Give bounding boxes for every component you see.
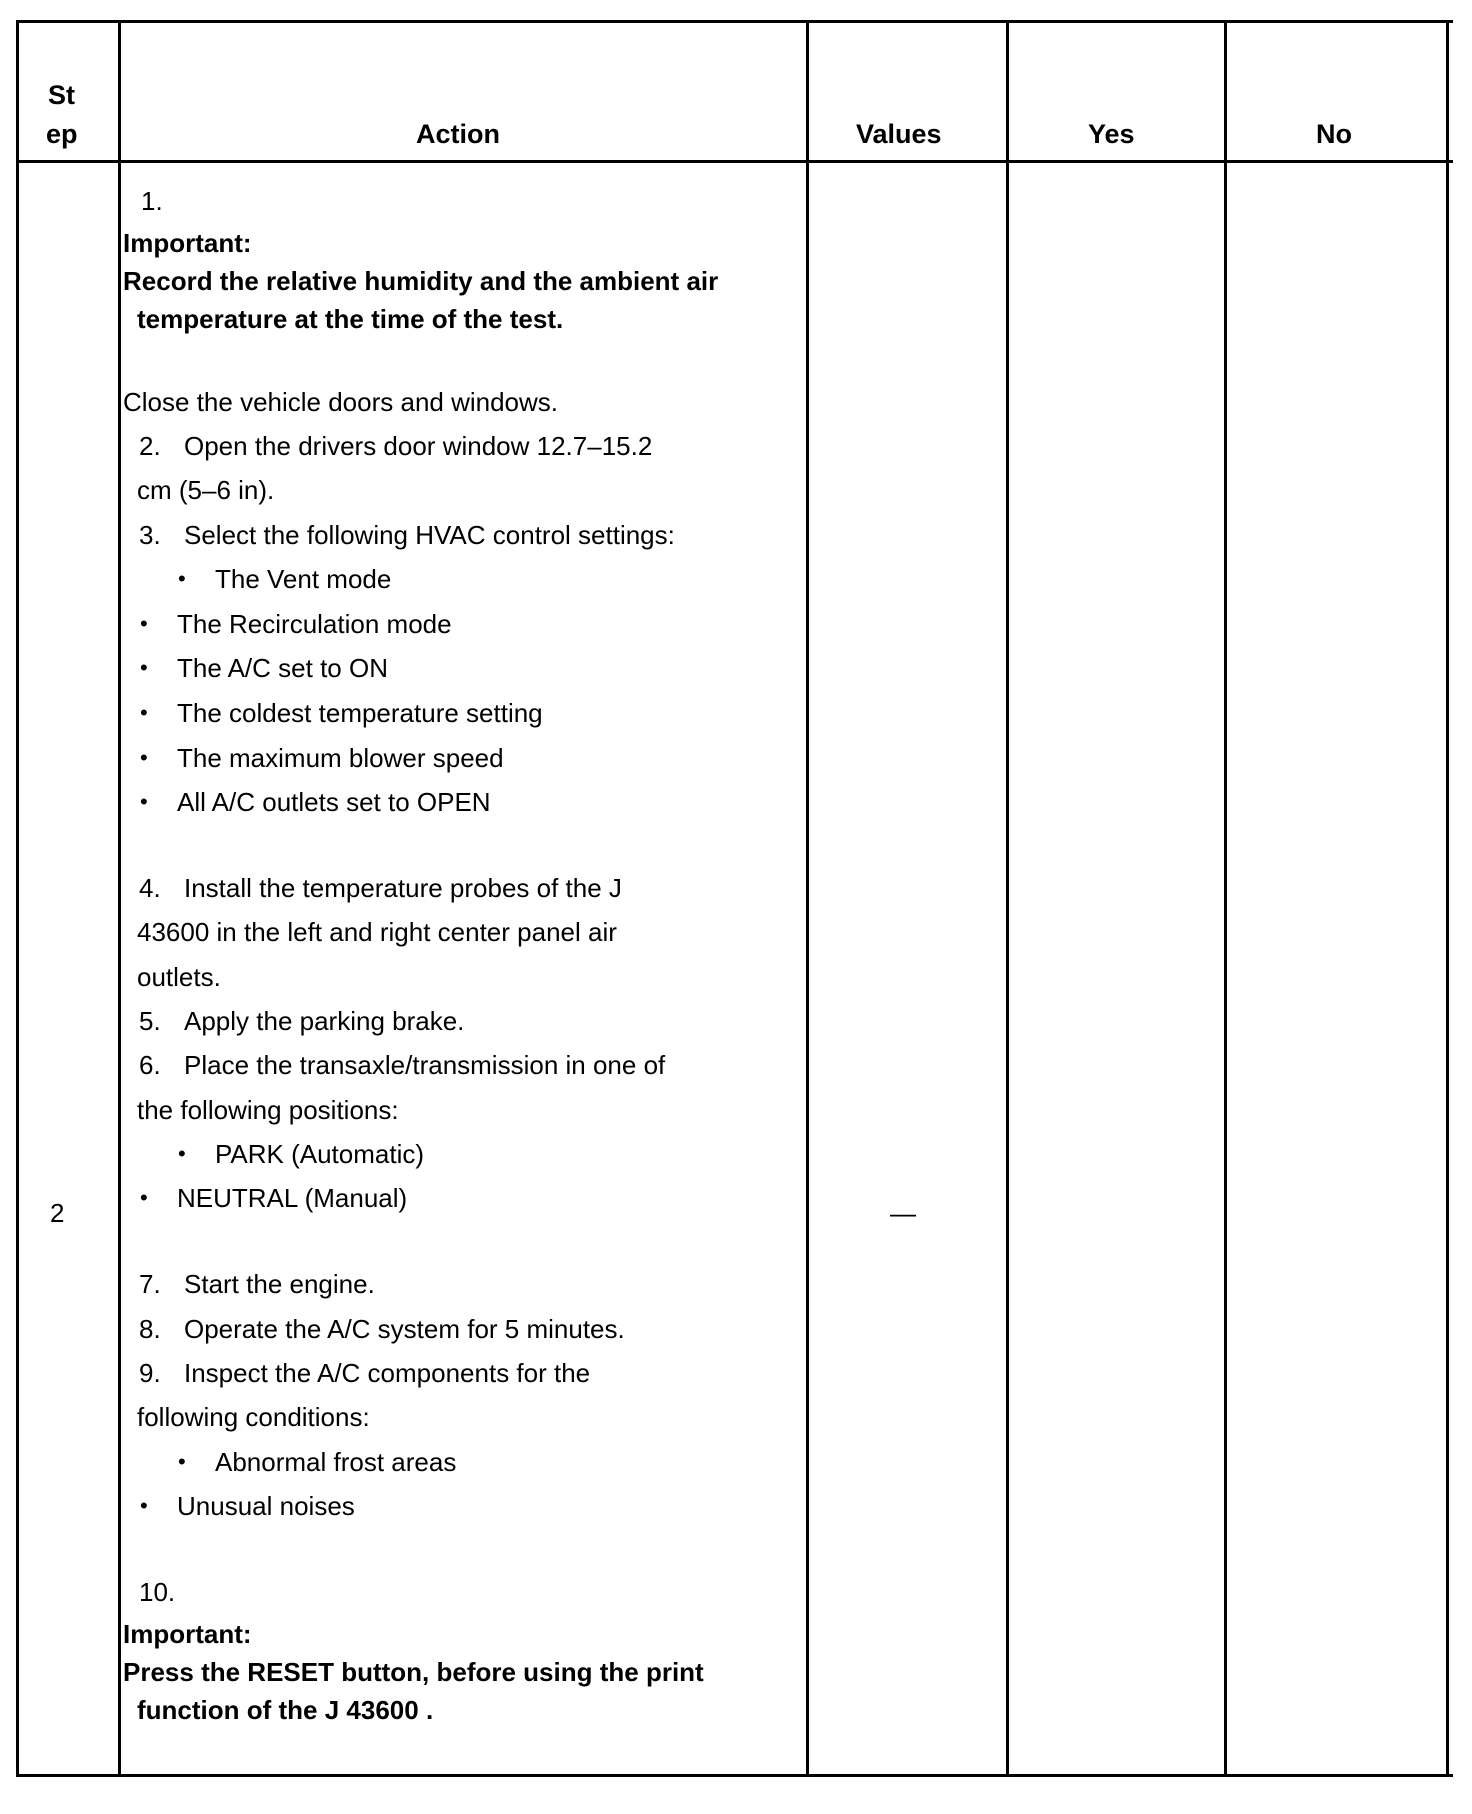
- step-8-number: 8.: [139, 1314, 161, 1344]
- step-3-number: 3.: [139, 520, 161, 550]
- close-doors-text: Close the vehicle doors and windows.: [123, 387, 559, 417]
- important-1-text-line2: temperature at the time of the test.: [137, 304, 564, 334]
- important-2-text-line2: function of the J 43600 .: [137, 1695, 434, 1725]
- table-top-border: [16, 20, 1453, 23]
- header-yes: Yes: [1088, 119, 1135, 149]
- step-2-number: 2.: [139, 431, 161, 461]
- important-1-label: Important:: [123, 228, 252, 258]
- row-step-number: 2: [50, 1198, 65, 1228]
- header-values: Values: [856, 119, 942, 149]
- col-border-left: [16, 20, 19, 1777]
- col-border-step-action: [118, 20, 121, 1777]
- bullet-icon: •: [140, 1493, 148, 1518]
- step-6-text-line1: Place the transaxle/transmission in one of: [184, 1050, 666, 1080]
- position-item: PARK (Automatic): [215, 1139, 425, 1169]
- hvac-setting-item: The Recirculation mode: [177, 609, 452, 639]
- step-3-text: Select the following HVAC control settings:: [184, 520, 675, 550]
- col-border-action-values: [806, 20, 809, 1777]
- table-bottom-border: [16, 1774, 1453, 1777]
- hvac-setting-item: All A/C outlets set to OPEN: [177, 787, 491, 817]
- step-4-text-line3: outlets.: [137, 962, 221, 992]
- important-2-text-line1: Press the RESET button, before using the print: [123, 1657, 704, 1687]
- important-1-text-line1: Record the relative humidity and the ambient air: [123, 266, 719, 296]
- bullet-icon: •: [140, 1185, 148, 1210]
- step-4-number: 4.: [139, 873, 161, 903]
- hvac-setting-item: The coldest temperature setting: [177, 698, 543, 728]
- step-2-text-line1: Open the drivers door window 12.7–15.2: [184, 431, 653, 461]
- step-1-number: 1.: [141, 186, 163, 216]
- col-border-yes-no: [1224, 20, 1227, 1777]
- step-5-text: Apply the parking brake.: [184, 1006, 465, 1036]
- col-border-values-yes: [1006, 20, 1009, 1777]
- condition-item: Unusual noises: [177, 1491, 355, 1521]
- row-values-cell: —: [890, 1198, 916, 1228]
- bullet-icon: •: [140, 789, 148, 814]
- condition-item: Abnormal frost areas: [215, 1447, 457, 1477]
- step-9-text-line2: following conditions:: [137, 1402, 370, 1432]
- step-6-number: 6.: [139, 1050, 161, 1080]
- bullet-icon: •: [178, 1141, 186, 1166]
- hvac-setting-item: The A/C set to ON: [177, 653, 388, 683]
- hvac-setting-item: The Vent mode: [215, 564, 392, 594]
- bullet-icon: •: [140, 611, 148, 636]
- col-border-right: [1446, 20, 1449, 1777]
- bullet-icon: •: [140, 655, 148, 680]
- step-10-number: 10.: [139, 1577, 176, 1607]
- step-6-text-line2: the following positions:: [137, 1095, 399, 1125]
- bullet-icon: •: [178, 566, 186, 591]
- header-no: No: [1316, 119, 1352, 149]
- step-2-text-line2: cm (5–6 in).: [137, 475, 275, 505]
- position-item: NEUTRAL (Manual): [177, 1183, 408, 1213]
- step-4-text-line1: Install the temperature probes of the J: [184, 873, 622, 903]
- step-5-number: 5.: [139, 1006, 161, 1036]
- header-bottom-border: [16, 160, 1453, 163]
- step-9-number: 9.: [139, 1358, 161, 1388]
- step-7-number: 7.: [139, 1269, 161, 1299]
- bullet-icon: •: [140, 745, 148, 770]
- header-action: Action: [416, 119, 500, 149]
- bullet-icon: •: [140, 700, 148, 725]
- hvac-setting-item: The maximum blower speed: [177, 743, 504, 773]
- step-7-text: Start the engine.: [184, 1269, 375, 1299]
- step-9-text-line1: Inspect the A/C components for the: [184, 1358, 591, 1388]
- step-4-text-line2: 43600 in the left and right center panel air: [137, 917, 617, 947]
- step-8-text: Operate the A/C system for 5 minutes.: [184, 1314, 625, 1344]
- header-step-line1: St: [48, 80, 75, 110]
- bullet-icon: •: [178, 1449, 186, 1474]
- important-2-label: Important:: [123, 1619, 252, 1649]
- header-step-line2: ep: [46, 119, 78, 149]
